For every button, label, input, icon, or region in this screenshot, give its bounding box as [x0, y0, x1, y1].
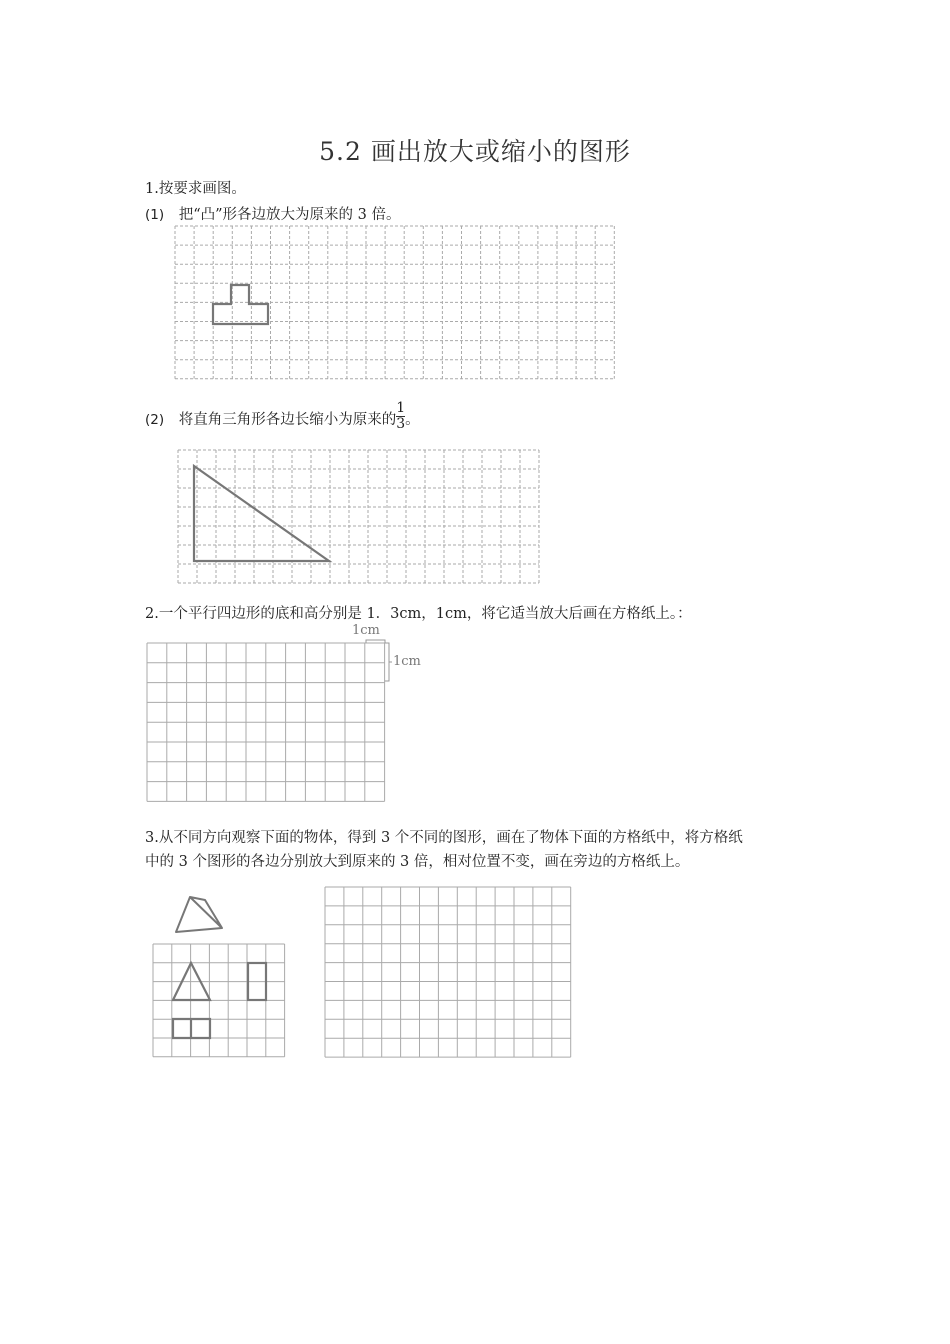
question-1-heading: 1.按要求画图。 [145, 181, 246, 197]
height-label: 1cm [393, 654, 421, 669]
part-2-text: 将直角三角形各边长缩小为原来的 [178, 412, 397, 428]
question-3-line-2: 中的 3 个图形的各边分别放大到原来的 3 倍，相对位置不变，画在旁边的方格纸上。 [145, 854, 690, 870]
width-label: 1cm [352, 623, 380, 638]
part-1-text: 把“凸”形各边放大为原来的 3 倍。 [178, 207, 401, 223]
part-2-number: (2) [145, 412, 165, 428]
part-1-number: (1) [145, 207, 165, 223]
question-3-line-1: 3.从不同方向观察下面的物体，得到 3 个不同的图形，画在了物体下面的方格纸中，将方格纸 [145, 830, 743, 846]
fraction-numerator: 1 [396, 399, 406, 416]
page-title: 5.2 画出放大或缩小的图形 [319, 137, 631, 166]
part-2-end: 。 [405, 412, 420, 428]
fraction-denominator: 3 [396, 415, 406, 432]
question-2-text: 2.一个平行四边形的底和高分别是 1．3cm，1cm，将它适当放大后画在方格纸上。： [145, 606, 692, 622]
